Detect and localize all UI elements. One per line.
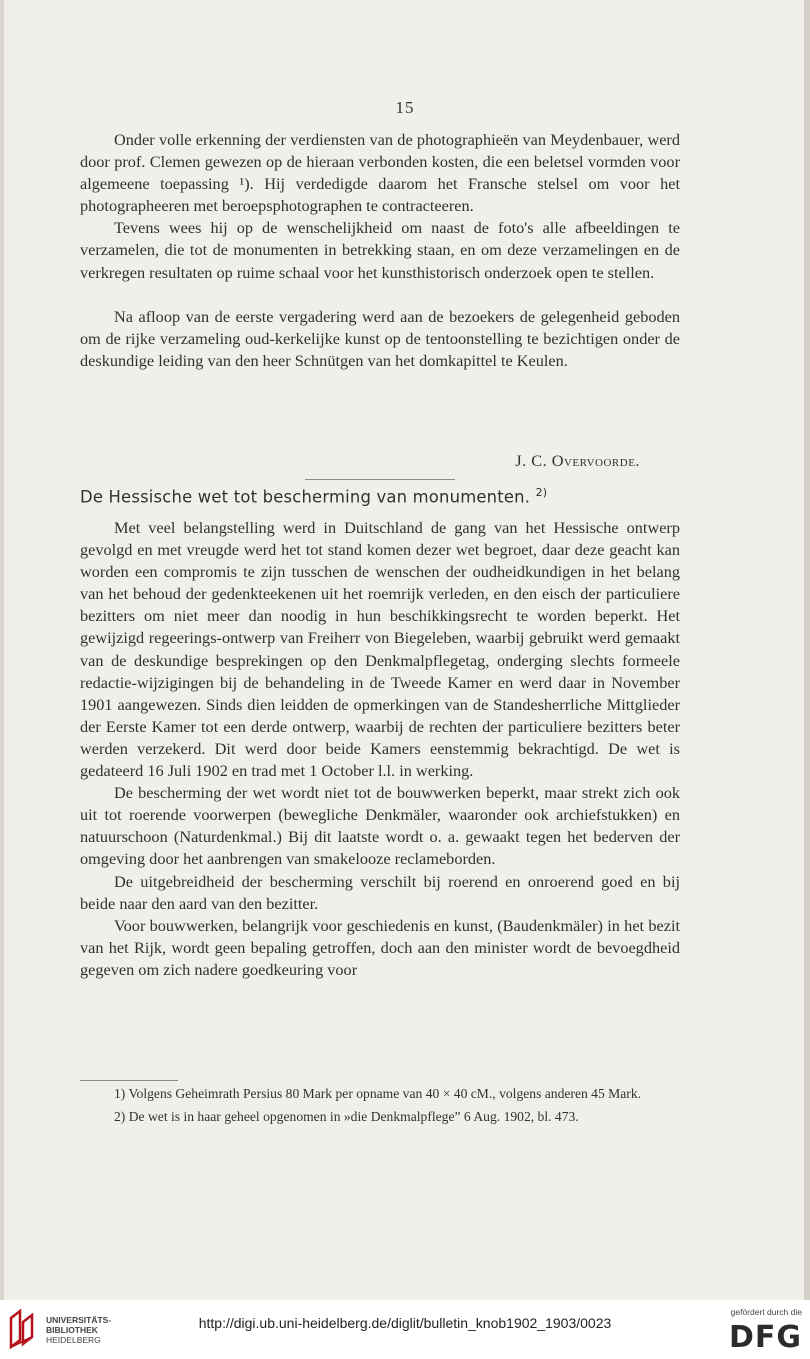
- paragraph: Met veel belangstelling werd in Duitschland de gang van het Hessische ontwerp gevolgd en met vreugde werd het tot stand komen dezer wet begroet, daar deze geacht kan worden een compromis te zijn tusschen de wenschen der oudheidkundigen in het belang van het behoud der gedenkteekenen uit het roemrijk verleden, en den eisch der particuliere bezitters om niet meer dan noodig in hun beschikkingsrecht te worden beperkt. Het gewijzigd regeerings-ontwerp van Freiherr von Biegeleben, waarbij gebruikt werd gemaakt van de deskundige besprekingen op den Denkmalpflegetag, onderging slechts formeele redactie-wijzigingen bij de behandeling in de Tweede Kamer en werd daar in November 1901 aangewezen. Sinds dien leidden de opmerkingen van de Standesherrliche Mittglieder der Eerste Kamer tot een derde ontwerp, waarbij de rechten der particuliere bezitters beter werden verzekerd. Dit werd door beide Kamers eenstemmig bekrachtigd. De wet is gedateerd 16 Juli 1902 en trad met 1 October l.l. in werking.: [80, 518, 680, 781]
- intro-text-block: [80, 129, 680, 372]
- heading-footnote-ref[interactable]: 2): [535, 486, 548, 499]
- footnote-rule: [80, 1080, 178, 1081]
- permalink-url[interactable]: http://digi.ub.uni-heidelberg.de/diglit/bulletin_knob1902_1903/0023: [198, 1315, 612, 1331]
- section-heading: [80, 486, 680, 506]
- dfg-logo[interactable]: DFG: [728, 1320, 802, 1355]
- paragraph: De bescherming der wet wordt niet tot de bouwwerken beperkt, maar strekt zich ook uit tot roerende voorwerpen (bewegliche Denkmäler, waaronder ook archiefstukken) en natuurschoon (Naturdenkmal.) Bij dit laatste wordt o. a. gewaakt tegen het bederven der omgeving door het aanbrengen van smakelooze reclameborden.: [80, 783, 680, 869]
- library-name: UNIVERSITÄTS- BIBLIOTHEK HEIDELBERG: [46, 1315, 112, 1345]
- paragraph: De uitgebreidheid der bescherming verschilt bij roerend en onroerend goed en bij beide naar den aard van den bezitter.: [80, 871, 680, 913]
- heading-text: De Hessische wet tot bescherming van monumenten.: [80, 487, 531, 507]
- footnote: 1) Volgens Geheimrath Persius 80 Mark per opname van 40 × 40 cM., volgens anderen 45 Mark.: [114, 1086, 642, 1101]
- footnotes: [80, 1085, 680, 1126]
- body-text-block: [80, 517, 680, 981]
- section-divider: [305, 479, 455, 480]
- page-edge-left: [0, 0, 4, 1300]
- paragraph: Onder volle erkenning der verdiensten van de photographieën van Meydenbauer, werd door prof. Clemen gewezen op de hieraan verbonden kosten, die een beletsel vormden voor algemeene toepassing ¹). Hij verdedigde daarom het Fransche stelsel om voor het photographeeren met beroepsphotographen te contracteeren.: [80, 130, 680, 216]
- paragraph: Na afloop van de eerste vergadering werd aan de bezoekers de gelegenheid geboden om de rijke verzameling oud-kerkelijke kunst op de tentoonstelling te bezichtigen onder de deskundige leiding van den heer Schnütgen van het domkapittel te Keulen.: [80, 306, 680, 370]
- paragraph: Tevens wees hij op de wenschelijkheid om naast de foto's alle afbeeldingen te verzamelen, die tot de monumenten in betrekking staan, en om deze verzamelingen en de verkregen resultaten op ruime schaal voor het kunsthistorisch onderzoek open te stellen.: [80, 218, 680, 282]
- footnote: 2) De wet is in haar geheel opgenomen in »die Denkmalpflege” 6 Aug. 1902, bl. 473.: [114, 1109, 579, 1125]
- author-signature: J. C. Overvoorde.: [515, 451, 640, 470]
- paragraph: Voor bouwwerken, belangrijk voor geschiedenis en kunst, (Baudenkmäler) in het bezit van het Rijk, wordt geen bepaling getroffen, doch aan den minister wordt de bevoegdheid gegeven om zich nadere goedkeuring voor: [80, 915, 680, 979]
- funding-caption: gefördert durch die: [730, 1307, 802, 1317]
- page-edge-right: [804, 0, 810, 1300]
- page-number: 15: [395, 98, 415, 117]
